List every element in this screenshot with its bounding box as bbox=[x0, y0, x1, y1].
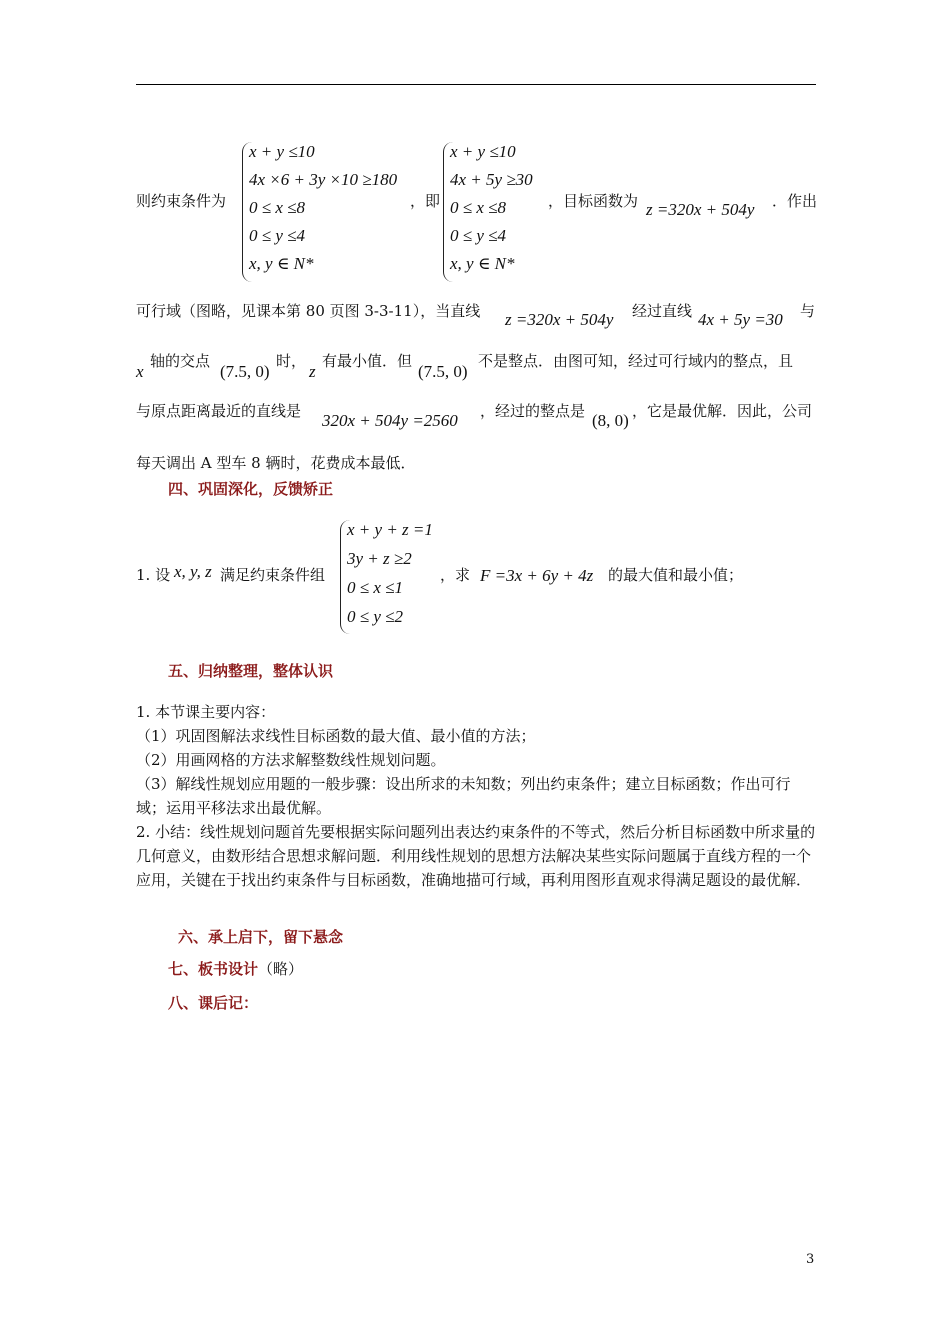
sys1-row: x + y ≤10 bbox=[249, 142, 315, 161]
heading-6: 六、承上启下，留下悬念 bbox=[178, 928, 344, 946]
connector-text: ，即 bbox=[410, 192, 441, 210]
heading-7-title: 七、板书设计 bbox=[168, 960, 259, 978]
line3-point2: (7.5, 0) bbox=[418, 362, 468, 381]
exercise-lead: 1. 设 bbox=[136, 566, 171, 584]
goal-tail: ．作出 bbox=[772, 192, 818, 210]
exercise-sys-row: 3y + z ≥2 bbox=[347, 549, 412, 568]
exercise-constraint-system bbox=[340, 520, 443, 634]
line4-text1: 与原点距离最近的直线是 bbox=[136, 402, 302, 420]
sys2-row: 4x + 5y ≥30 bbox=[450, 170, 533, 189]
line3-text1: 轴的交点 bbox=[150, 352, 211, 370]
summary-item: 1. 本节课主要内容： bbox=[136, 703, 276, 721]
line4-math1: 320x + 504y =2560 bbox=[322, 411, 458, 430]
sys2-row: 0 ≤ y ≤4 bbox=[450, 226, 506, 245]
sys1-row: x, y ∈ N* bbox=[249, 254, 314, 273]
exercise-sys-row: 0 ≤ y ≤2 bbox=[347, 607, 403, 626]
exercise-sys-row: x + y + z =1 bbox=[347, 520, 433, 539]
heading-8: 八、课后记： bbox=[168, 994, 259, 1012]
exercise-lead2: 满足约束条件组 bbox=[220, 566, 326, 584]
line3-var-x: x bbox=[136, 362, 144, 381]
exercise-vars: x, y, z bbox=[174, 562, 212, 581]
header-rule bbox=[136, 84, 816, 85]
line2-text2: 经过直线 bbox=[632, 302, 693, 320]
summary-item: （3）解线性规划应用题的一般步骤：设出所求的未知数；列出约束条件；建立目标函数；作出可行域；运用平移法求出最优解。 bbox=[136, 775, 791, 817]
summary-item: （1）巩固图解法求线性目标函数的最大值、最小值的方法； bbox=[136, 727, 536, 745]
heading-5: 五、归纳整理，整体认识 bbox=[168, 662, 334, 680]
constraint-system-1 bbox=[242, 142, 419, 282]
heading-7 bbox=[168, 958, 303, 979]
line2-text1: 可行域（图略，见课本第 80 页图 3-3-11），当直线 bbox=[136, 302, 481, 320]
line2-math2: 4x + 5y =30 bbox=[698, 310, 783, 329]
summary-item: （2）用画网格的方法求解整数线性规划问题。 bbox=[136, 751, 446, 769]
line3-text2: 时， bbox=[276, 352, 307, 370]
line3-text4: 不是整点．由图可知，经过可行域内的整点，且 bbox=[478, 352, 794, 370]
summary-item: 2. 小结：线性规划问题首先要根据实际问题列出表达约束条件的不等式，然后分析目标函数中所求量的几何意义，由数形结合思想求解问题．利用线性规划的思想方法解决某些实际问题属于直线方程的一个应用，关键在于找出约束条件与目标函数，准确地描可行域，再利用图形直观求得满足题设的最优解． bbox=[136, 823, 816, 889]
goal-expression: z =320x + 504y bbox=[646, 200, 755, 219]
exercise-sys-row: 0 ≤ x ≤1 bbox=[347, 578, 403, 597]
line2-math1: z =320x + 504y bbox=[505, 310, 614, 329]
line2-text3: 与 bbox=[800, 302, 816, 320]
sys2-row: 0 ≤ x ≤8 bbox=[450, 198, 506, 217]
heading-7-note: （略） bbox=[258, 960, 304, 978]
page-number: 3 bbox=[806, 1252, 815, 1267]
exercise-text2: ，求 bbox=[440, 566, 471, 584]
sys1-row: 0 ≤ y ≤4 bbox=[249, 226, 305, 245]
sys1-row: 4x ×6 + 3y ×10 ≥180 bbox=[249, 170, 398, 189]
goal-label: ，目标函数为 bbox=[548, 192, 639, 210]
constraint-lead: 则约束条件为 bbox=[136, 192, 227, 210]
sys2-row: x + y ≤10 bbox=[450, 142, 516, 161]
sys2-row: x, y ∈ N* bbox=[450, 254, 515, 273]
exercise-expression: F =3x + 6y + 4z bbox=[480, 566, 594, 585]
heading-4: 四、巩固深化，反馈矫正 bbox=[168, 480, 334, 498]
line3-text3: 有最小值．但 bbox=[322, 352, 413, 370]
line4-point: (8, 0) bbox=[592, 411, 629, 430]
line3-point1: (7.5, 0) bbox=[220, 362, 270, 381]
line5-text: 每天调出 A 型车 8 辆时，花费成本最低． bbox=[136, 454, 416, 472]
line4-text2: ，经过的整点是 bbox=[480, 402, 586, 420]
line3-var-z: z bbox=[309, 362, 316, 381]
sys1-row: 0 ≤ x ≤8 bbox=[249, 198, 305, 217]
exercise-text3: 的最大值和最小值； bbox=[608, 566, 744, 584]
line4-text3: ，它是最优解．因此，公司 bbox=[632, 402, 813, 420]
constraint-system-2 bbox=[443, 142, 550, 282]
